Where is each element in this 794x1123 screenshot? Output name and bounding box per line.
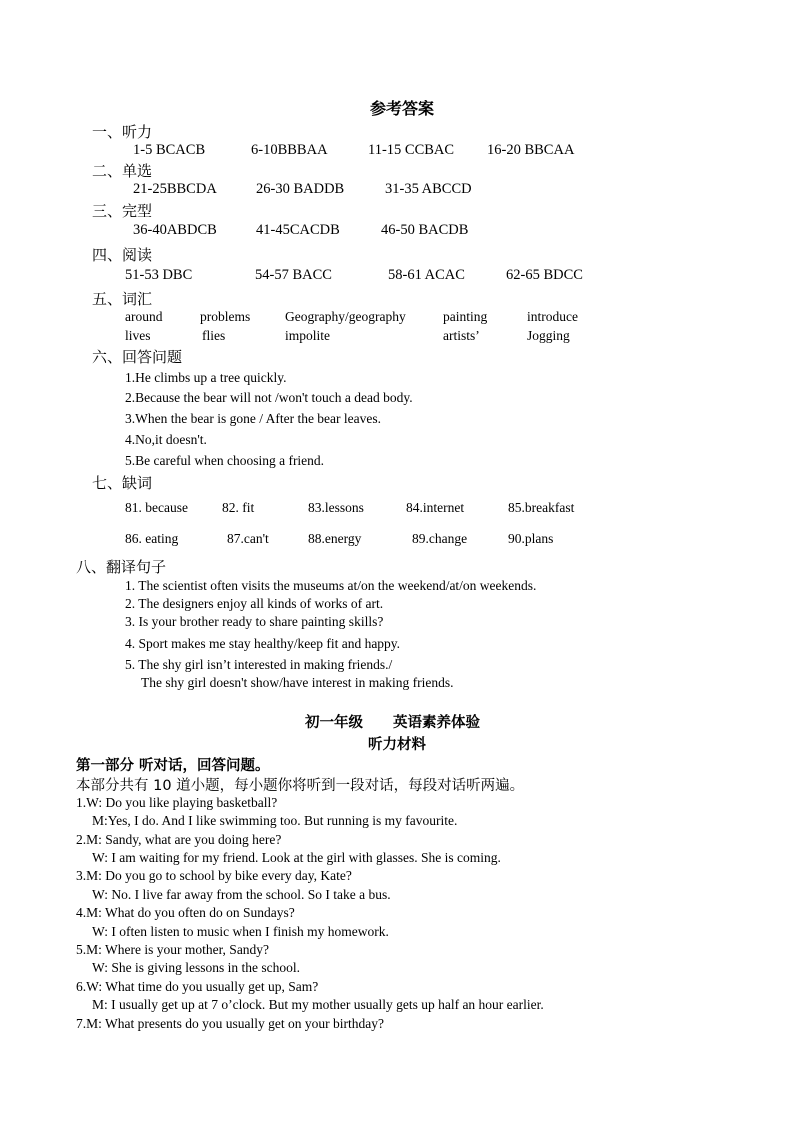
- answer-group: 54-57 BACC: [255, 267, 332, 283]
- vocab-word: Geography/geography: [285, 309, 406, 324]
- dialogue-line: 7.M: What presents do you usually get on your birthday?: [76, 1016, 384, 1031]
- missing-word: 83.lessons: [308, 500, 364, 515]
- missing-word: 90.plans: [508, 531, 554, 546]
- missing-word: 87.can't: [227, 531, 269, 546]
- subject-label: 英语素养体验: [393, 715, 480, 731]
- answer-group: 21-25BBCDA: [133, 181, 217, 197]
- vocab-word: Jogging: [527, 328, 570, 343]
- dialogue-line: W: No. I live far away from the school. So I take a bus.: [92, 887, 391, 902]
- dialogue-line: M:Yes, I do. And I like swimming too. But running is my favourite.: [92, 813, 458, 828]
- answer-line: 4.No,it doesn't.: [125, 432, 207, 447]
- vocab-word: around: [125, 309, 163, 324]
- part-instruction: 本部分共有 10 道小题，每小题你将听到一段对话，每段对话听两遍。: [76, 778, 525, 794]
- answer-group: 31-35 ABCCD: [385, 181, 472, 197]
- answer-group: 11-15 CCBAC: [368, 142, 455, 158]
- dialogue-line: 3.M: Do you go to school by bike every day, Kate?: [76, 868, 352, 883]
- section-missing-words-label: 七、缺词: [92, 474, 153, 492]
- dialogue-line: 2.M: Sandy, what are you doing here?: [76, 832, 282, 847]
- section-answer-questions-label: 六、回答问题: [92, 348, 183, 366]
- answer-group: 62-65 BDCC: [506, 267, 583, 283]
- dialogue-line: M: I usually get up at 7 o’clock. But my mother usually gets up half an hour earlier.: [92, 997, 544, 1012]
- vocab-word: introduce: [527, 309, 578, 324]
- missing-word: 82. fit: [222, 500, 255, 515]
- answer-group: 58-61 ACAC: [388, 267, 465, 283]
- answer-group: 41-45CACDB: [256, 222, 340, 238]
- dialogue-line: W: She is giving lessons in the school.: [92, 960, 300, 975]
- answer-line: 5.Be careful when choosing a friend.: [125, 453, 325, 468]
- section-translation-label: 八、翻译句子: [76, 558, 167, 576]
- translation-line: 3. Is your brother ready to share painting skills?: [125, 614, 384, 629]
- answer-line: 3.When the bear is gone / After the bear leaves.: [125, 411, 382, 426]
- translation-line: 5. The shy girl isn’t interested in making friends./: [125, 657, 393, 672]
- vocab-word: problems: [200, 309, 251, 324]
- translation-line: The shy girl doesn't show/have interest in making friends.: [141, 675, 454, 690]
- translation-line: 1. The scientist often visits the museums at/on the weekend/at/on weekends.: [125, 578, 537, 593]
- missing-word: 85.breakfast: [508, 500, 575, 515]
- dialogue-line: 1.W: Do you like playing basketball?: [76, 795, 278, 810]
- dialogue-line: W: I am waiting for my friend. Look at the girl with glasses. She is coming.: [92, 850, 501, 865]
- grade-label: 初一年级: [305, 715, 363, 731]
- answer-group: 51-53 DBC: [125, 267, 193, 283]
- dialogue-line: 4.M: What do you often do on Sundays?: [76, 905, 295, 920]
- missing-word: 84.internet: [406, 500, 465, 515]
- part-heading: 第一部分 听对话，回答问题。: [76, 758, 270, 774]
- dialogue-line: 5.M: Where is your mother, Sandy?: [76, 942, 270, 957]
- vocab-word: impolite: [285, 328, 330, 343]
- missing-word: 89.change: [412, 531, 468, 546]
- section-listening-label: 一、听力: [92, 123, 153, 141]
- translation-line: 2. The designers enjoy all kinds of works of art.: [125, 596, 384, 611]
- section-vocabulary-label: 五、词汇: [92, 290, 153, 308]
- vocab-word: flies: [202, 328, 226, 343]
- section-reading-label: 四、阅读: [92, 246, 153, 264]
- translation-line: 4. Sport makes me stay healthy/keep fit and happy.: [125, 636, 401, 651]
- vocab-word: artists’: [443, 328, 480, 343]
- answer-group: 36-40ABDCB: [133, 222, 217, 238]
- vocab-word: lives: [125, 328, 151, 343]
- answer-line: 2.Because the bear will not /won't touch a dead body.: [125, 390, 413, 405]
- dialogue-line: W: I often listen to music when I finish my homework.: [92, 924, 389, 939]
- listening-subtitle: 听力材料: [368, 737, 426, 753]
- answer-group: 46-50 BACDB: [381, 222, 469, 238]
- vocab-word: painting: [443, 309, 488, 324]
- section-choice-label: 二、单选: [92, 162, 153, 180]
- dialogue-line: 6.W: What time do you usually get up, Sam?: [76, 979, 319, 994]
- answer-group: 16-20 BBCAA: [487, 142, 575, 158]
- missing-word: 81. because: [125, 500, 188, 515]
- answers-title: 参考答案: [370, 99, 435, 118]
- answer-line: 1.He climbs up a tree quickly.: [125, 370, 287, 385]
- missing-word: 86. eating: [125, 531, 179, 546]
- answer-group: 6-10BBBAA: [251, 142, 328, 158]
- answer-group: 1-5 BCACB: [133, 142, 206, 158]
- answer-group: 26-30 BADDB: [256, 181, 345, 197]
- missing-word: 88.energy: [308, 531, 362, 546]
- section-cloze-label: 三、完型: [92, 202, 153, 220]
